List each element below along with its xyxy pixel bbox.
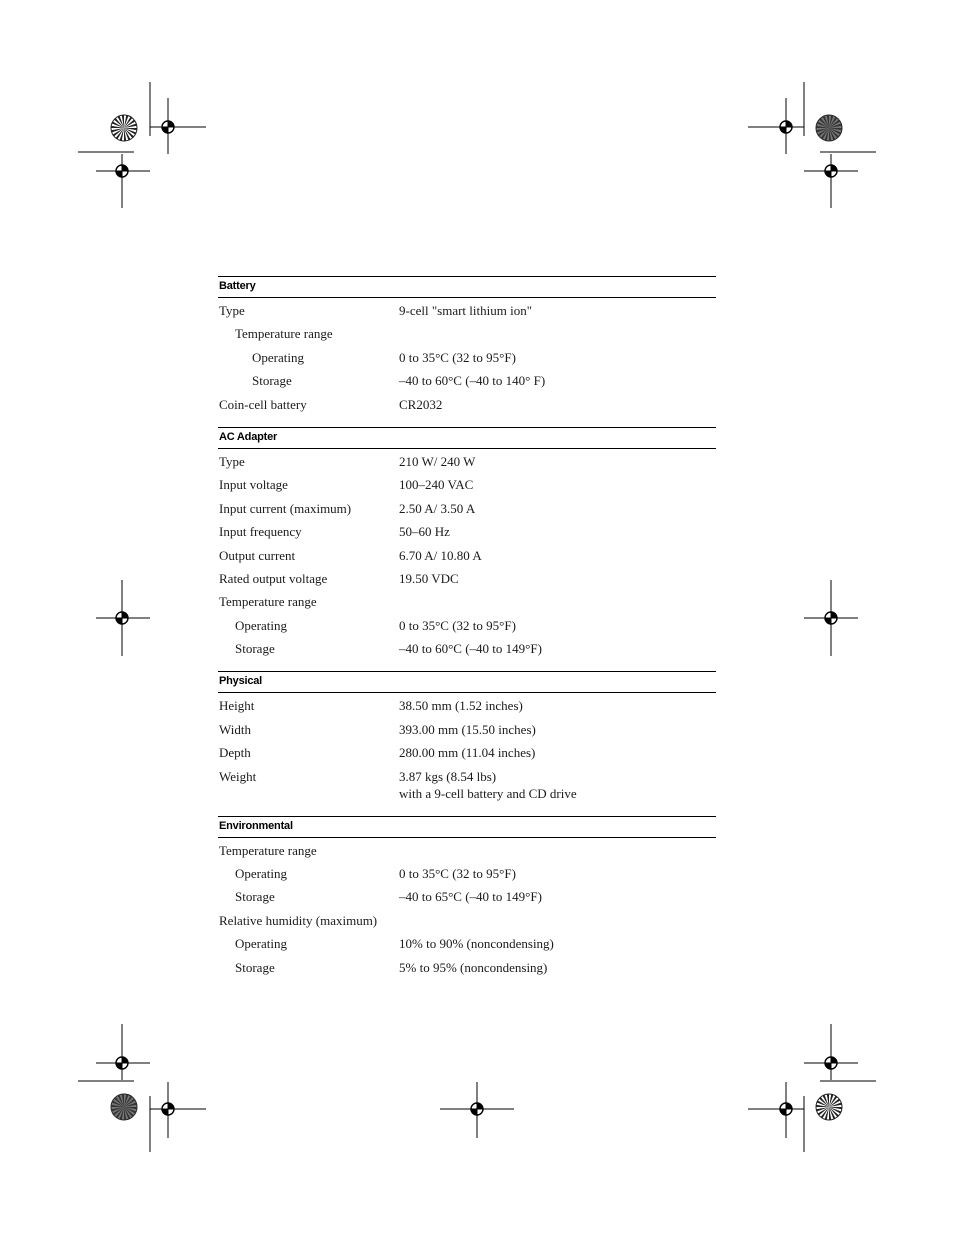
registration-target-icon: [110, 1051, 134, 1075]
spec-value-text: 5% to 95% (noncondensing): [399, 959, 548, 975]
spec-value: [399, 935, 709, 952]
spec-label: Storage: [235, 641, 275, 657]
section-rows: [218, 838, 716, 979]
spec-value-text: CR2032: [399, 396, 443, 412]
spec-label: Storage: [235, 889, 275, 905]
spec-label: Type: [219, 453, 245, 469]
section-heading: Battery: [218, 276, 716, 298]
spec-section: [218, 671, 716, 804]
section-rows: [218, 449, 716, 661]
spec-value-text: 0 to 35°C (32 to 95°F): [399, 349, 516, 365]
spec-value: [399, 617, 709, 634]
spec-value: [399, 302, 709, 319]
registration-target-icon: [774, 115, 798, 139]
spec-label: Input voltage: [219, 477, 288, 493]
section-heading: Physical: [218, 671, 716, 693]
spec-value: [399, 453, 709, 470]
spec-value: [399, 500, 709, 517]
spec-value: [399, 721, 709, 738]
spec-row: [218, 614, 716, 637]
spec-row: [218, 590, 716, 613]
spec-value-text: 393.00 mm (15.50 inches): [399, 721, 536, 737]
spec-label: Operating: [235, 936, 287, 952]
spec-label: Operating: [235, 617, 287, 633]
spec-row: [218, 450, 716, 473]
spec-label: Width: [219, 721, 251, 737]
spec-label: Relative humidity (maximum): [219, 912, 378, 928]
spec-label: Storage: [235, 959, 275, 975]
spec-row: [218, 839, 716, 862]
spec-value: [399, 349, 709, 366]
spec-value: [399, 640, 709, 657]
spec-value-text: 10% to 90% (noncondensing): [399, 936, 554, 952]
spec-value: [399, 697, 709, 714]
spec-value: [399, 570, 709, 587]
spec-value-text: 19.50 VDC: [399, 570, 459, 586]
spec-value: [399, 372, 709, 389]
spec-label: Rated output voltage: [219, 570, 328, 586]
registration-target-icon: [110, 159, 134, 183]
specifications-table: [218, 276, 716, 990]
spec-value-text: 38.50 mm (1.52 inches): [399, 698, 523, 714]
registration-target-icon: [774, 1097, 798, 1121]
spec-value-text: 0 to 35°C (32 to 95°F): [399, 617, 516, 633]
spec-value: [399, 888, 709, 905]
spec-label: Weight: [219, 768, 257, 784]
spec-label: Temperature range: [219, 594, 317, 610]
spec-row: [218, 520, 716, 543]
star-target-icon: [111, 115, 137, 141]
spec-label: Height: [219, 698, 255, 714]
spec-label: Temperature range: [235, 326, 333, 342]
spec-label: Temperature range: [219, 842, 317, 858]
spec-row: [218, 497, 716, 520]
star-target-icon: [816, 115, 842, 141]
star-target-icon: [111, 1094, 137, 1120]
spec-row: [218, 299, 716, 322]
spec-label: Output current: [219, 547, 296, 563]
spec-row: [218, 369, 716, 392]
spec-value-text: 50–60 Hz: [399, 524, 450, 540]
section-rows: [218, 693, 716, 804]
spec-label: Operating: [252, 349, 304, 365]
spec-row: [218, 637, 716, 660]
spec-value-note: with a 9-cell battery and CD drive: [399, 785, 577, 801]
spec-section: [218, 427, 716, 661]
spec-value-text: 3.87 kgs (8.54 lbs): [399, 768, 497, 784]
spec-label: Input frequency: [219, 524, 302, 540]
spec-value: [399, 396, 709, 413]
spec-label: Storage: [252, 373, 292, 389]
spec-row: [218, 694, 716, 717]
spec-row: [218, 765, 716, 805]
spec-label: Depth: [219, 745, 251, 761]
spec-row: [218, 393, 716, 416]
spec-row: [218, 741, 716, 764]
spec-section: [218, 276, 716, 416]
spec-value-text: 6.70 A/ 10.80 A: [399, 547, 482, 563]
spec-value: [399, 547, 709, 564]
spec-row: [218, 932, 716, 955]
spec-row: [218, 718, 716, 741]
spec-row: [218, 346, 716, 369]
spec-value-text: 2.50 A/ 3.50 A: [399, 500, 476, 516]
registration-target-icon: [819, 606, 843, 630]
spec-row: [218, 862, 716, 885]
registration-target-icon: [465, 1097, 489, 1121]
spec-value-text: 210 W/ 240 W: [399, 453, 476, 469]
spec-row: [218, 473, 716, 496]
spec-value-text: 280.00 mm (11.04 inches): [399, 745, 536, 761]
section-heading: Environmental: [218, 816, 716, 838]
spec-section: [218, 816, 716, 979]
section-heading: AC Adapter: [218, 427, 716, 449]
spec-value: [399, 476, 709, 493]
spec-row: [218, 322, 716, 345]
registration-target-icon: [819, 159, 843, 183]
spec-value-text: –40 to 60°C (–40 to 149°F): [399, 641, 542, 657]
star-target-icon: [816, 1094, 842, 1120]
spec-label: Operating: [235, 866, 287, 882]
spec-value-text: 9-cell "smart lithium ion": [399, 303, 533, 318]
spec-label: Coin-cell battery: [219, 396, 307, 412]
spec-value-text: 0 to 35°C (32 to 95°F): [399, 866, 516, 882]
spec-value-text: 100–240 VAC: [399, 477, 474, 493]
spec-row: [218, 885, 716, 908]
spec-label: Input current (maximum): [219, 500, 352, 516]
spec-value: [399, 744, 709, 761]
registration-target-icon: [156, 115, 180, 139]
registration-target-icon: [156, 1097, 180, 1121]
spec-row: [218, 544, 716, 567]
registration-target-icon: [110, 606, 134, 630]
spec-row: [218, 956, 716, 979]
registration-target-icon: [819, 1051, 843, 1075]
spec-row: [218, 567, 716, 590]
spec-value: [399, 523, 709, 540]
spec-value: [399, 865, 709, 882]
section-rows: [218, 298, 716, 416]
spec-value-text: –40 to 60°C (–40 to 140° F): [399, 373, 546, 389]
spec-value: [399, 768, 709, 802]
spec-row: [218, 909, 716, 932]
spec-label: Type: [219, 303, 245, 318]
spec-value-text: –40 to 65°C (–40 to 149°F): [399, 889, 542, 905]
spec-value: [399, 959, 709, 976]
